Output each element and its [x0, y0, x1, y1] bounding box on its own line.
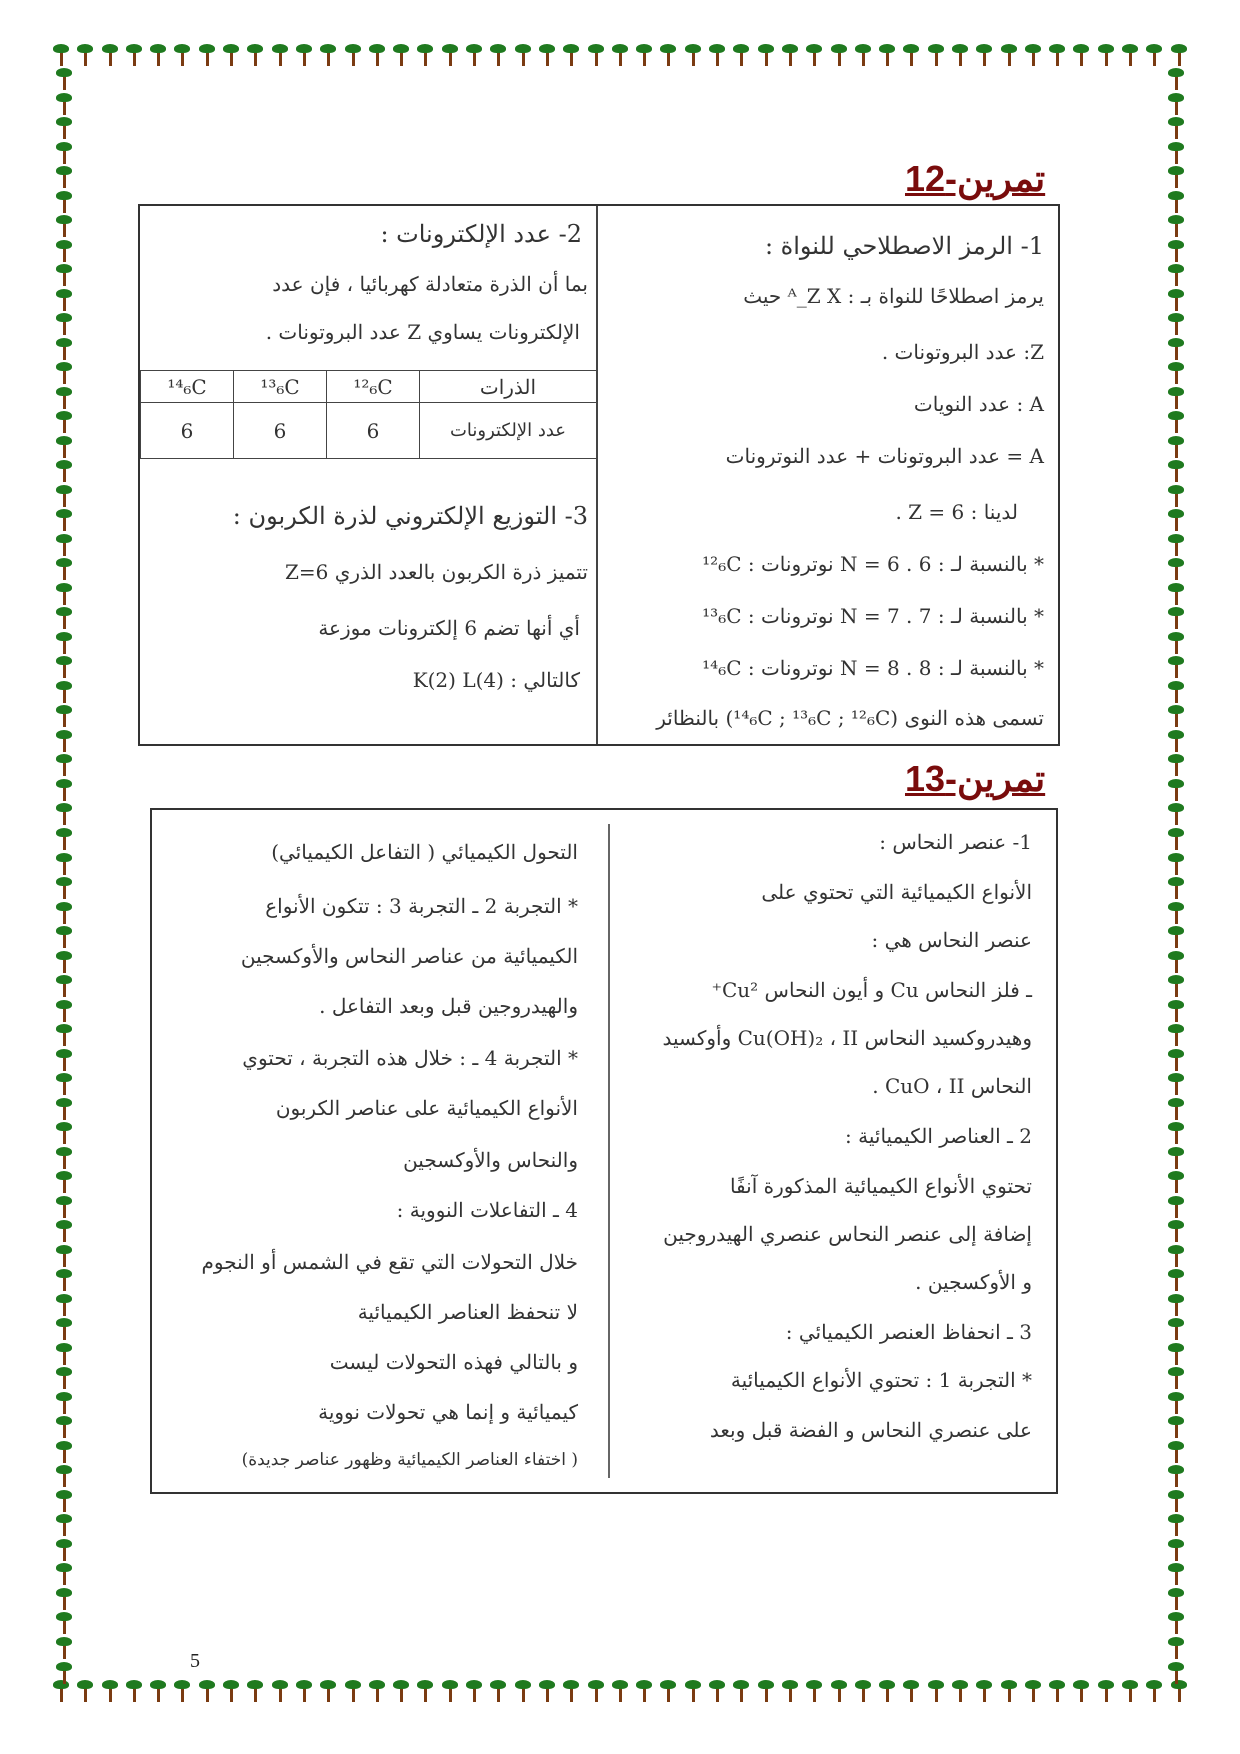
palm-tree-icon	[173, 44, 191, 66]
palm-tree-icon	[1121, 1680, 1139, 1702]
palm-tree-icon	[878, 44, 896, 66]
palm-tree-icon	[1167, 264, 1185, 286]
palm-tree-icon	[416, 44, 434, 66]
palm-tree-icon	[1167, 1343, 1185, 1365]
ex13-line: الأنواع الكيميائية على عناصر الكربون	[275, 1096, 578, 1120]
palm-tree-icon	[1167, 779, 1185, 801]
palm-tree-icon	[1167, 1171, 1185, 1193]
palm-tree-icon	[1167, 607, 1185, 629]
palm-tree-icon	[55, 240, 73, 262]
palm-tree-icon	[1072, 1680, 1090, 1702]
palm-tree-icon	[927, 1680, 945, 1702]
palm-tree-icon	[1167, 509, 1185, 531]
palm-tree-icon	[55, 338, 73, 360]
palm-tree-icon	[805, 1680, 823, 1702]
palm-tree-icon	[1167, 926, 1185, 948]
palm-tree-icon	[1167, 485, 1185, 507]
palm-tree-icon	[1167, 1098, 1185, 1120]
palm-tree-icon	[1167, 1318, 1185, 1340]
ex12-line: Z: عدد البروتونات .	[881, 340, 1044, 364]
palm-tree-icon	[951, 44, 969, 66]
palm-tree-icon	[55, 313, 73, 335]
palm-tree-icon	[1167, 1122, 1185, 1144]
palm-tree-icon	[514, 1680, 532, 1702]
palm-tree-icon	[1167, 338, 1185, 360]
palm-tree-icon	[55, 1441, 73, 1463]
palm-tree-icon	[1097, 44, 1115, 66]
palm-tree-icon	[1167, 803, 1185, 825]
electron-count-table	[140, 370, 597, 459]
ex12-line: A : عدد النويات	[913, 392, 1044, 416]
palm-tree-icon	[76, 1680, 94, 1702]
palm-tree-icon	[1167, 362, 1185, 384]
palm-tree-icon	[173, 1680, 191, 1702]
palm-tree-icon	[732, 1680, 750, 1702]
palm-tree-icon	[55, 117, 73, 139]
palm-tree-icon	[1000, 44, 1018, 66]
palm-tree-icon	[55, 730, 73, 752]
palm-tree-icon	[295, 44, 313, 66]
palm-tree-icon	[757, 1680, 775, 1702]
palm-tree-icon	[1167, 411, 1185, 433]
palm-tree-icon	[902, 1680, 920, 1702]
palm-tree-icon	[1024, 1680, 1042, 1702]
palm-tree-icon	[1048, 44, 1066, 66]
table-row-label-atoms: الذرات	[420, 371, 597, 403]
palm-tree-icon	[55, 877, 73, 899]
palm-tree-icon	[271, 1680, 289, 1702]
palm-tree-icon	[1167, 1269, 1185, 1291]
palm-tree-icon	[465, 1680, 483, 1702]
palm-tree-icon	[1167, 117, 1185, 139]
palm-tree-icon	[55, 1465, 73, 1487]
ex13-line: على عنصري النحاس و الفضة قبل وبعد	[709, 1418, 1032, 1442]
palm-tree-icon	[1000, 1680, 1018, 1702]
ex12-line: A = عدد البروتونات + عدد النوترونات	[725, 444, 1044, 468]
palm-tree-icon	[55, 828, 73, 850]
palm-tree-icon	[1167, 632, 1185, 654]
palm-tree-icon	[198, 44, 216, 66]
palm-tree-icon	[1167, 558, 1185, 580]
ex13-line: التحول الكيميائي ( التفاعل الكيميائي)	[271, 840, 578, 864]
page-number: 5	[190, 1650, 200, 1672]
palm-tree-icon	[684, 44, 702, 66]
ex12-heading-2: 2- عدد الإلكترونات :	[380, 220, 582, 248]
ex13-line: 2 ـ العناصر الكيميائية :	[845, 1124, 1032, 1148]
palm-tree-icon	[1167, 1612, 1185, 1634]
palm-tree-icon	[55, 1588, 73, 1610]
ex13-line: 3 ـ انحفاظ العنصر الكيميائي :	[785, 1320, 1032, 1344]
palm-tree-icon	[55, 1000, 73, 1022]
palm-tree-icon	[489, 1680, 507, 1702]
ex12-line: كالتالي : K(2) L(4)	[412, 668, 580, 692]
palm-tree-icon	[781, 1680, 799, 1702]
palm-tree-icon	[55, 632, 73, 654]
palm-tree-icon	[1167, 166, 1185, 188]
palm-tree-icon	[830, 44, 848, 66]
palm-tree-icon	[55, 166, 73, 188]
palm-tree-icon	[55, 1294, 73, 1316]
ex12-heading-1: 1- الرمز الاصطلاحي للنواة :	[764, 232, 1044, 260]
palm-tree-icon	[1167, 681, 1185, 703]
ex13-line: و بالتالي فهذه التحولات ليست	[329, 1350, 578, 1374]
palm-tree-icon	[1024, 44, 1042, 66]
palm-tree-icon	[830, 1680, 848, 1702]
palm-tree-icon	[659, 1680, 677, 1702]
palm-tree-icon	[951, 1680, 969, 1702]
palm-tree-icon	[1167, 436, 1185, 458]
palm-tree-icon	[125, 44, 143, 66]
palm-tree-icon	[441, 1680, 459, 1702]
palm-tree-icon	[1167, 93, 1185, 115]
palm-tree-icon	[1170, 44, 1188, 66]
palm-tree-icon	[101, 1680, 119, 1702]
palm-tree-icon	[55, 1196, 73, 1218]
palm-tree-icon	[55, 387, 73, 409]
palm-tree-icon	[659, 44, 677, 66]
palm-tree-icon	[55, 1514, 73, 1536]
palm-tree-icon	[1167, 191, 1185, 213]
palm-tree-icon	[149, 44, 167, 66]
palm-tree-icon	[55, 509, 73, 531]
palm-tree-icon	[55, 1539, 73, 1561]
palm-tree-icon	[1167, 656, 1185, 678]
palm-tree-icon	[55, 215, 73, 237]
ex13-line: عنصر النحاس هي :	[871, 928, 1032, 952]
palm-tree-icon	[344, 1680, 362, 1702]
ex12-line: * بالنسبة لـ : N = 8 . 8 نوترونات : ¹⁴₆C	[702, 656, 1044, 680]
palm-tree-icon	[55, 583, 73, 605]
column-divider	[608, 824, 610, 1478]
palm-tree-icon	[55, 705, 73, 727]
palm-tree-icon	[55, 93, 73, 115]
palm-tree-icon	[1167, 1367, 1185, 1389]
palm-tree-icon	[55, 926, 73, 948]
palm-tree-icon	[1145, 44, 1163, 66]
palm-tree-icon	[55, 362, 73, 384]
palm-tree-icon	[1167, 1147, 1185, 1169]
ex13-line: ( اختفاء العناصر الكيميائية وظهور عناصر جديدة)	[241, 1450, 578, 1470]
palm-tree-icon	[55, 264, 73, 286]
palm-tree-icon	[1167, 215, 1185, 237]
table-cell-electrons: 6	[141, 403, 234, 459]
palm-tree-icon	[55, 1024, 73, 1046]
ex12-line: * بالنسبة لـ : N = 6 . 6 نوترونات : ¹²₆C	[702, 552, 1044, 576]
palm-tree-icon	[368, 44, 386, 66]
palm-tree-icon	[1167, 975, 1185, 997]
palm-tree-icon	[1167, 853, 1185, 875]
palm-tree-icon	[125, 1680, 143, 1702]
palm-tree-icon	[538, 44, 556, 66]
ex12-line: بما أن الذرة متعادلة كهربائيا ، فإن عدد	[272, 272, 588, 296]
palm-tree-icon	[1167, 387, 1185, 409]
ex13-line: 4 ـ التفاعلات النووية :	[396, 1198, 578, 1222]
palm-tree-icon	[55, 1392, 73, 1414]
ex12-line: تتميز ذرة الكربون بالعدد الذري Z=6	[284, 560, 588, 584]
palm-tree-icon	[587, 1680, 605, 1702]
table-cell-electrons: 6	[234, 403, 327, 459]
palm-tree-icon	[55, 902, 73, 924]
palm-tree-icon	[55, 191, 73, 213]
ex12-line: تسمى هذه النوى (¹⁴₆C ; ¹³₆C ; ¹²₆C) بالنظائر	[656, 706, 1044, 730]
palm-tree-icon	[149, 1680, 167, 1702]
ex13-line: الكيميائية من عناصر النحاس والأوكسجين	[240, 944, 578, 968]
palm-tree-icon	[1121, 44, 1139, 66]
palm-tree-icon	[319, 44, 337, 66]
palm-tree-icon	[489, 44, 507, 66]
palm-tree-icon	[878, 1680, 896, 1702]
palm-tree-icon	[246, 1680, 264, 1702]
palm-tree-icon	[1167, 240, 1185, 262]
border-left	[50, 68, 78, 1684]
palm-tree-icon	[55, 68, 73, 90]
palm-tree-icon	[1048, 1680, 1066, 1702]
palm-tree-icon	[1167, 1049, 1185, 1071]
border-bottom	[52, 1680, 1188, 1708]
ex13-line: 1- عنصر النحاس :	[879, 830, 1032, 854]
palm-tree-icon	[55, 142, 73, 164]
palm-tree-icon	[55, 1122, 73, 1144]
palm-tree-icon	[416, 1680, 434, 1702]
palm-tree-icon	[1167, 68, 1185, 90]
palm-tree-icon	[55, 534, 73, 556]
palm-tree-icon	[55, 1049, 73, 1071]
ex13-line: * التجربة 4 ـ : خلال هذه التجربة ، تحتوي	[242, 1046, 578, 1070]
border-right	[1162, 68, 1190, 1684]
palm-tree-icon	[52, 44, 70, 66]
palm-tree-icon	[611, 44, 629, 66]
palm-tree-icon	[805, 44, 823, 66]
ex13-line: والنحاس والأوكسجين	[403, 1148, 578, 1172]
palm-tree-icon	[101, 44, 119, 66]
palm-tree-icon	[1167, 951, 1185, 973]
palm-tree-icon	[392, 44, 410, 66]
ex13-line: * التجربة 2 ـ التجربة 3 : تتكون الأنواع	[265, 894, 578, 918]
palm-tree-icon	[1167, 1637, 1185, 1659]
exercise-12-title: تمرين-12	[905, 158, 1046, 199]
table-cell-atom: ¹²₆C	[327, 371, 420, 403]
palm-tree-icon	[55, 289, 73, 311]
border-top	[52, 44, 1188, 72]
palm-tree-icon	[1167, 460, 1185, 482]
palm-tree-icon	[1167, 1196, 1185, 1218]
palm-tree-icon	[55, 975, 73, 997]
palm-tree-icon	[757, 44, 775, 66]
ex13-line: كيميائية و إنما هي تحولات نووية	[318, 1400, 578, 1424]
palm-tree-icon	[1167, 877, 1185, 899]
palm-tree-icon	[55, 460, 73, 482]
palm-tree-icon	[55, 1098, 73, 1120]
palm-tree-icon	[1145, 1680, 1163, 1702]
palm-tree-icon	[1072, 44, 1090, 66]
palm-tree-icon	[927, 44, 945, 66]
palm-tree-icon	[55, 779, 73, 801]
palm-tree-icon	[732, 44, 750, 66]
palm-tree-icon	[635, 44, 653, 66]
ex13-line: تحتوي الأنواع الكيميائية المذكورة آنفًا	[729, 1174, 1032, 1198]
ex12-line: * بالنسبة لـ : N = 7 . 7 نوترونات : ¹³₆C	[702, 604, 1044, 628]
palm-tree-icon	[55, 607, 73, 629]
palm-tree-icon	[1167, 534, 1185, 556]
palm-tree-icon	[271, 44, 289, 66]
table-cell-electrons: 6	[327, 403, 420, 459]
palm-tree-icon	[55, 1171, 73, 1193]
palm-tree-icon	[562, 1680, 580, 1702]
palm-tree-icon	[55, 803, 73, 825]
ex12-line: لدينا : Z = 6 .	[895, 500, 1018, 524]
palm-tree-icon	[611, 1680, 629, 1702]
ex13-line: * التجربة 1 : تحتوي الأنواع الكيميائية	[730, 1368, 1032, 1392]
palm-tree-icon	[246, 44, 264, 66]
table-row-label-electrons: عدد الإلكترونات	[420, 403, 597, 459]
palm-tree-icon	[55, 485, 73, 507]
palm-tree-icon	[222, 1680, 240, 1702]
ex12-line: أي أنها تضم 6 إلكترونات موزعة	[318, 616, 580, 640]
palm-tree-icon	[55, 411, 73, 433]
palm-tree-icon	[1167, 1392, 1185, 1414]
ex13-line: لا تنحفظ العناصر الكيميائية	[357, 1300, 578, 1324]
exercise-12-box	[138, 204, 1060, 746]
palm-tree-icon	[1167, 1514, 1185, 1536]
ex13-line: و الأوكسجين .	[915, 1270, 1032, 1294]
palm-tree-icon	[1167, 705, 1185, 727]
ex13-line: خلال التحولات التي تقع في الشمس أو النجوم	[201, 1250, 578, 1274]
palm-tree-icon	[1167, 1490, 1185, 1512]
palm-tree-icon	[55, 1563, 73, 1585]
palm-tree-icon	[1167, 1465, 1185, 1487]
palm-tree-icon	[465, 44, 483, 66]
palm-tree-icon	[1167, 1563, 1185, 1585]
palm-tree-icon	[55, 951, 73, 973]
palm-tree-icon	[55, 681, 73, 703]
palm-tree-icon	[1167, 1539, 1185, 1561]
palm-tree-icon	[55, 656, 73, 678]
ex13-line: ـ فلز النحاس Cu و أيون النحاس Cu²⁺	[711, 978, 1032, 1002]
palm-tree-icon	[55, 558, 73, 580]
palm-tree-icon	[975, 44, 993, 66]
palm-tree-icon	[295, 1680, 313, 1702]
palm-tree-icon	[1167, 754, 1185, 776]
palm-tree-icon	[55, 1073, 73, 1095]
palm-tree-icon	[1167, 730, 1185, 752]
palm-tree-icon	[55, 754, 73, 776]
palm-tree-icon	[55, 436, 73, 458]
palm-tree-icon	[1167, 313, 1185, 335]
palm-tree-icon	[55, 1318, 73, 1340]
ex13-line: إضافة إلى عنصر النحاس عنصري الهيدروجين	[663, 1222, 1032, 1246]
palm-tree-icon	[1167, 1024, 1185, 1046]
palm-tree-icon	[1167, 1294, 1185, 1316]
palm-tree-icon	[1167, 902, 1185, 924]
palm-tree-icon	[55, 1367, 73, 1389]
table-cell-atom: ¹³₆C	[234, 371, 327, 403]
palm-tree-icon	[55, 1416, 73, 1438]
palm-tree-icon	[781, 44, 799, 66]
column-divider	[596, 206, 598, 744]
palm-tree-icon	[1167, 1220, 1185, 1242]
ex13-line: النحاس CuO ، II .	[872, 1074, 1032, 1098]
palm-tree-icon	[344, 44, 362, 66]
palm-tree-icon	[55, 853, 73, 875]
palm-tree-icon	[1167, 1245, 1185, 1267]
palm-tree-icon	[1167, 1441, 1185, 1463]
palm-tree-icon	[319, 1680, 337, 1702]
palm-tree-icon	[854, 44, 872, 66]
palm-tree-icon	[368, 1680, 386, 1702]
palm-tree-icon	[55, 1147, 73, 1169]
palm-tree-icon	[1167, 1662, 1185, 1684]
ex13-line: والهيدروجين قبل وبعد التفاعل .	[319, 994, 578, 1018]
palm-tree-icon	[684, 1680, 702, 1702]
palm-tree-icon	[55, 1220, 73, 1242]
palm-tree-icon	[1167, 1588, 1185, 1610]
palm-tree-icon	[392, 1680, 410, 1702]
ex13-line: الأنواع الكيميائية التي تحتوي على	[761, 880, 1032, 904]
palm-tree-icon	[222, 44, 240, 66]
table-cell-atom: ¹⁴₆C	[141, 371, 234, 403]
palm-tree-icon	[854, 1680, 872, 1702]
palm-tree-icon	[902, 44, 920, 66]
palm-tree-icon	[562, 44, 580, 66]
ex13-line: وهيدروكسيد النحاس Cu(OH)₂ ، II وأوكسيد	[662, 1026, 1032, 1050]
palm-tree-icon	[55, 1490, 73, 1512]
palm-tree-icon	[1167, 289, 1185, 311]
palm-tree-icon	[55, 1662, 73, 1684]
palm-tree-icon	[708, 44, 726, 66]
palm-tree-icon	[975, 1680, 993, 1702]
palm-tree-icon	[587, 44, 605, 66]
palm-tree-icon	[1097, 1680, 1115, 1702]
palm-tree-icon	[55, 1612, 73, 1634]
palm-tree-icon	[514, 44, 532, 66]
palm-tree-icon	[76, 44, 94, 66]
palm-tree-icon	[1167, 1416, 1185, 1438]
palm-tree-icon	[635, 1680, 653, 1702]
palm-tree-icon	[55, 1269, 73, 1291]
palm-tree-icon	[1167, 142, 1185, 164]
palm-tree-icon	[55, 1637, 73, 1659]
palm-tree-icon	[55, 1245, 73, 1267]
palm-tree-icon	[55, 1343, 73, 1365]
palm-tree-icon	[708, 1680, 726, 1702]
exercise-13-title: تمرين-13	[905, 758, 1046, 799]
exercise-13-box	[150, 808, 1058, 1494]
palm-tree-icon	[1167, 1000, 1185, 1022]
ex12-line: الإلكترونات يساوي Z عدد البروتونات .	[265, 320, 580, 344]
ex12-heading-3: 3- التوزيع الإلكتروني لذرة الكربون :	[232, 502, 588, 530]
palm-tree-icon	[1167, 583, 1185, 605]
palm-tree-icon	[1167, 1073, 1185, 1095]
ex12-line: يرمز اصطلاحًا للنواة بـ : ᴬ_Z X حيث	[743, 284, 1044, 308]
palm-tree-icon	[1167, 828, 1185, 850]
palm-tree-icon	[198, 1680, 216, 1702]
palm-tree-icon	[441, 44, 459, 66]
palm-tree-icon	[538, 1680, 556, 1702]
